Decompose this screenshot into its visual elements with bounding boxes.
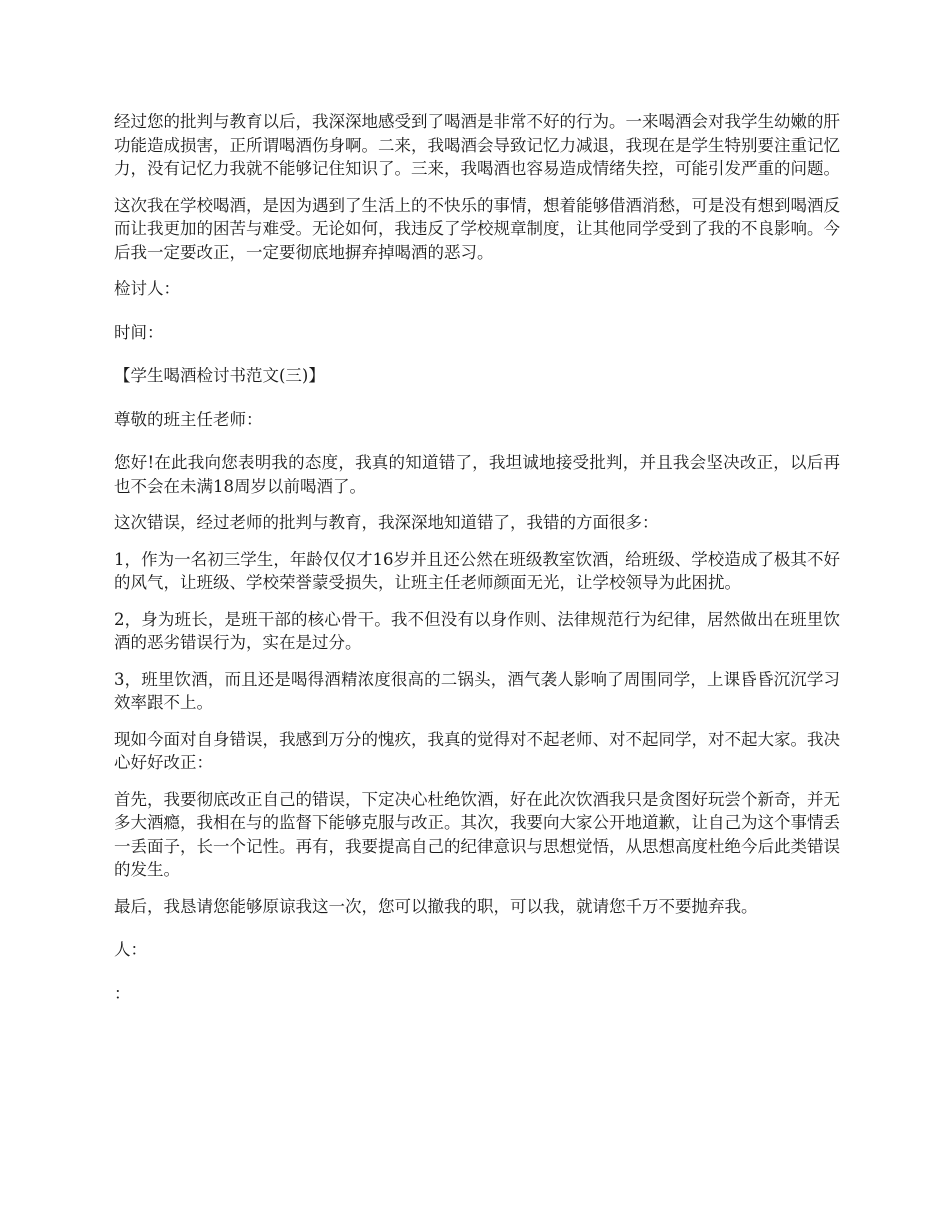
list-item-2: 2，身为班长，是班干部的核心骨干。我不但没有以身作则、法律规范行为纪律，居然做出在班里饮酒的恶劣错误行为，实在是过分。: [114, 609, 840, 652]
section-heading: 【学生喝酒检讨书范文(三)】: [114, 366, 325, 385]
paragraph-closing: 最后，我恳请您能够原谅我这一次，您可以撤我的职，可以我，就请您千万不要抛弃我。: [114, 896, 758, 916]
list-item-3: 3，班里饮酒，而且还是喝得酒精浓度很高的二锅头，酒气袭人影响了周围同学，上课昏昏沉沉学习效率跟不上。: [114, 669, 840, 712]
paragraph-plan: 首先，我要彻底改正自己的错误，下定决心杜绝饮酒，好在此次饮酒我只是贪图好玩尝个新奇，并无多大酒瘾，我相在与的监督下能够克服与改正。其次，我要向大家公开地道歉，让自己为这个事情丢一丢面子，长一个记性。再有，我要提高自己的纪律意识与思想觉悟，从思想高度杜绝今后此类错误的发生。: [114, 789, 840, 879]
salutation: 尊敬的班主任老师：: [114, 409, 263, 429]
document-page: [114, 110, 840, 1025]
date-label: ：: [114, 983, 131, 1003]
list-item-1: 1，作为一名初三学生，年龄仅仅才16岁并且还公然在班级教室饮酒，给班级、学校造成了极其不好的风气，让班级、学校荣誉蒙受损失，让班主任老师颜面无光，让学校领导为此困扰。: [114, 549, 840, 592]
signer-label: 人：: [114, 940, 147, 959]
paragraph-greeting: 您好!在此我向您表明我的态度，我真的知道错了，我坦诚地接受批判，并且我会坚决改正，以后再也不会在未满18周岁以前喝酒了。: [114, 453, 840, 496]
paragraph-1: 经过您的批判与教育以后，我深深地感受到了喝酒是非常不好的行为。一来喝酒会对我学生幼嫩的肝功能造成损害，正所谓喝酒伤身啊。二来，我喝酒会导致记忆力减退，我现在是学生特别要注重记忆力，没有记忆力我就不能够记住知识了。三来，我喝酒也容易造成情绪失控，可能引发严重的问题。: [114, 112, 840, 178]
paragraph-resolve: 现如今面对自身错误，我感到万分的愧疚，我真的觉得对不起老师、对不起同学，对不起大家。我决心好好改正：: [114, 729, 840, 772]
signature-label: 检讨人：: [114, 279, 180, 298]
paragraph-2: 这次我在学校喝酒，是因为遇到了生活上的不快乐的事情，想着能够借酒消愁，可是没有想到喝酒反而让我更加的困苦与难受。无论如何，我违反了学校规章制度，让其他同学受到了我的不良影响。今后我一定要改正，一定要彻底地摒弃掉喝酒的恶习。: [114, 195, 840, 262]
paragraph-intro: 这次错误，经过老师的批判与教育，我深深地知道错了，我错的方面很多：: [114, 513, 659, 532]
time-label: 时间：: [114, 322, 164, 342]
